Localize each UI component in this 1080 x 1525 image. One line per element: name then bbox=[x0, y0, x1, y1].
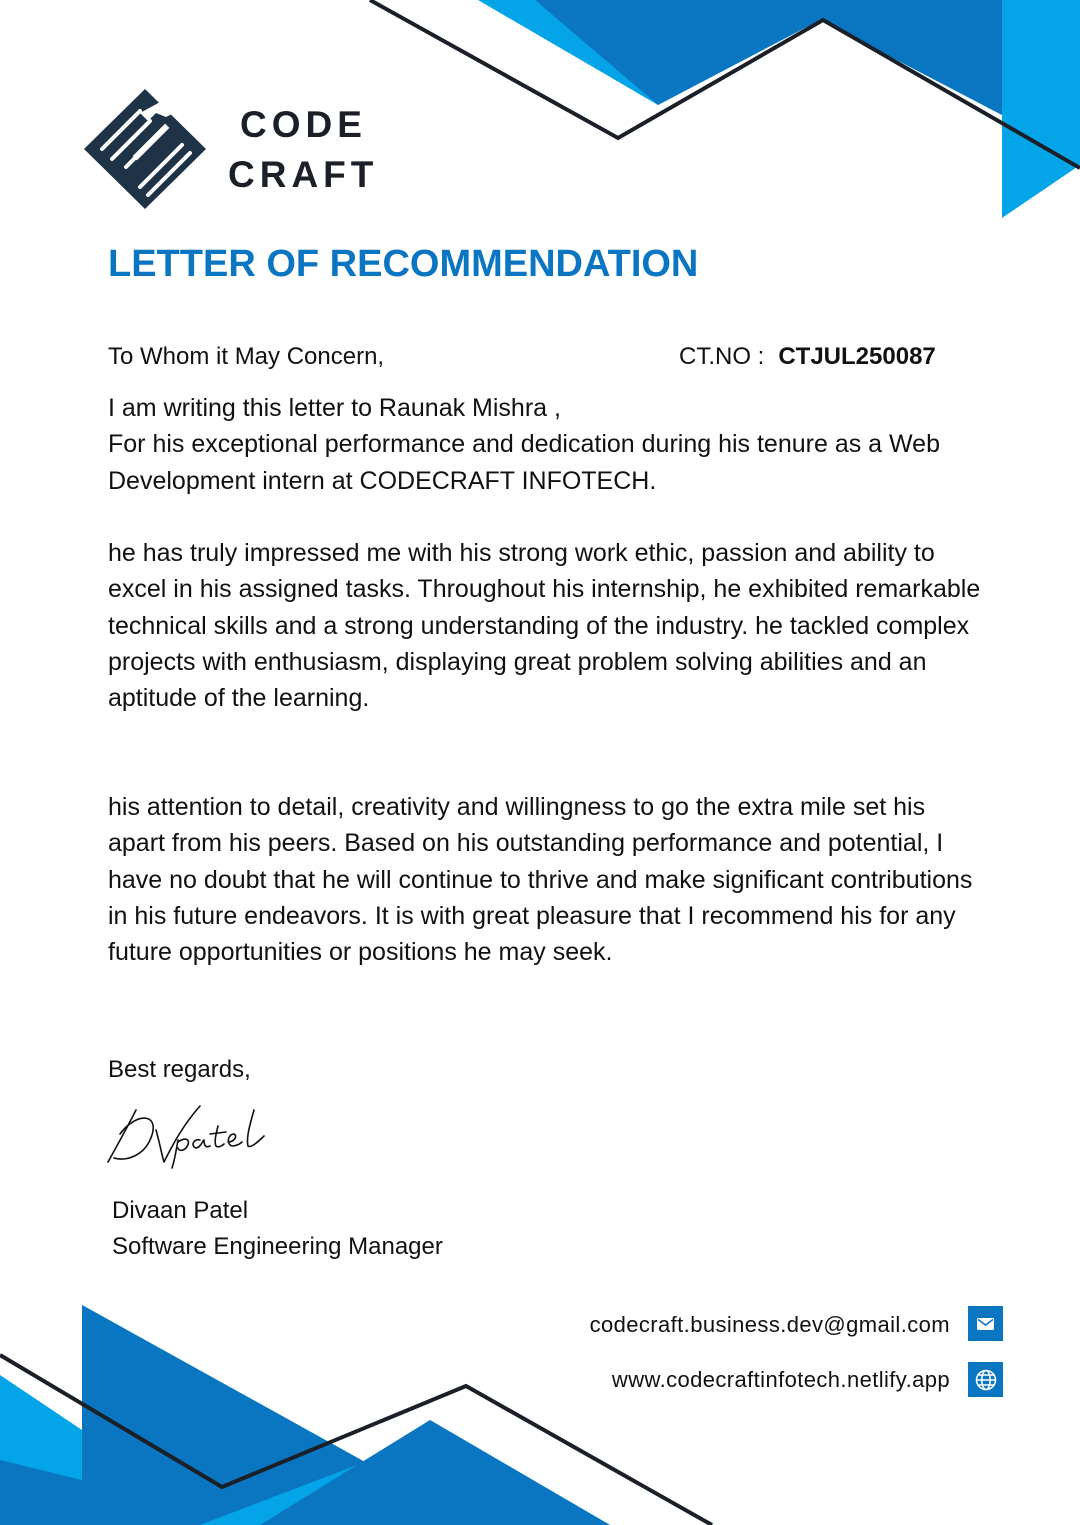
signer-name: Divaan Patel bbox=[112, 1197, 249, 1224]
letter-paragraph-intro bbox=[108, 390, 988, 499]
paragraph-text: his attention to detail, creativity and willingness to go the extra mile set his apart from his peers. Based on his outstanding performance and potential, I have no doubt that he will continue to thrive and make significant contributions in his future endeavors. It is with great pleasure that I recommend his for any future opportunities or positions he may seek. bbox=[108, 793, 973, 967]
signer-block bbox=[112, 1193, 443, 1265]
salutation: To Whom it May Concern, bbox=[108, 343, 385, 370]
paragraph-text: he has truly impressed me with his strong work ethic, passion and ability to excel in his assigned tasks. Throughout his internship, he exhibited remarkable technical skills and a strong understanding of the industry. he tackled complex projects with enthusiasm, displaying great problem solving abilities and an aptitude of the learning. bbox=[108, 539, 981, 713]
top-right-decoration bbox=[370, 0, 1080, 218]
page-title: LETTER OF RECOMMENDATION bbox=[108, 243, 699, 285]
letter-paragraph-performance bbox=[108, 535, 988, 716]
paragraph-text: I am writing this letter to Raunak Mishra , For his exceptional performance and dedication during his tenure as a Web Development intern at CODECRAFT INFOTECH. bbox=[108, 394, 940, 495]
brand-name-line-1: CODE bbox=[240, 104, 367, 145]
hammer-in-diamond-logo-icon bbox=[82, 87, 208, 211]
envelope-icon bbox=[968, 1306, 1003, 1341]
contact-email-link[interactable]: codecraft.business.dev@gmail.com bbox=[589, 1312, 950, 1337]
closing-text: Best regards, bbox=[108, 1056, 251, 1083]
globe-icon bbox=[968, 1362, 1003, 1397]
certificate-number-row bbox=[679, 342, 936, 372]
letter-paragraph-recommendation bbox=[108, 789, 988, 970]
certificate-number-label: CT.NO : bbox=[679, 343, 765, 370]
certificate-number-value: CTJUL250087 bbox=[778, 343, 936, 370]
signer-title: Software Engineering Manager bbox=[112, 1233, 443, 1260]
handwritten-signature bbox=[104, 1100, 274, 1170]
contact-website-link[interactable]: www.codecraftinfotech.netlify.app bbox=[611, 1367, 950, 1392]
brand-name-line-2: CRAFT bbox=[228, 154, 379, 195]
